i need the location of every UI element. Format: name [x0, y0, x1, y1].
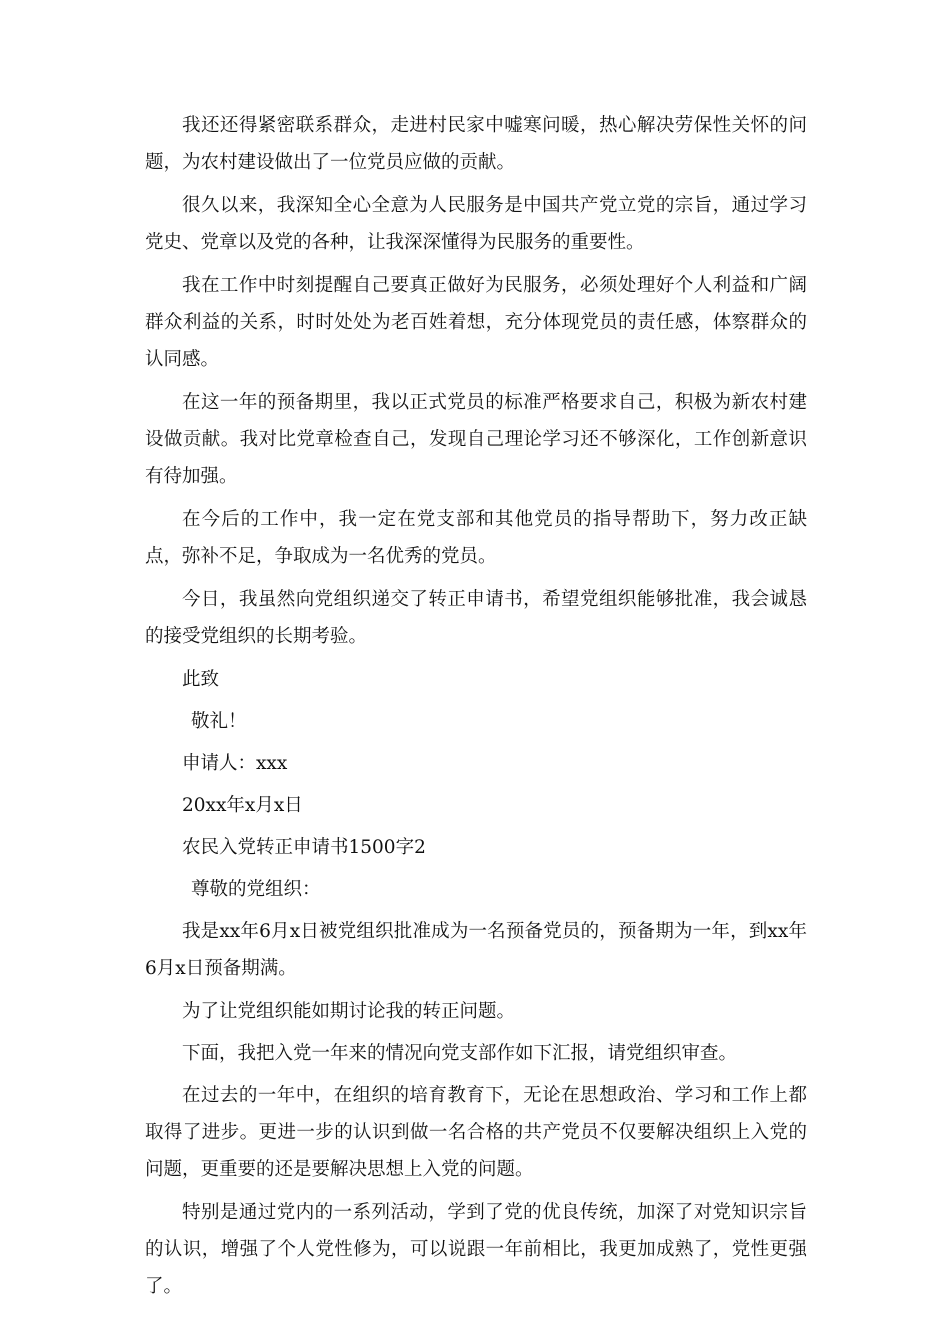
paragraph: 我在工作中时刻提醒自己要真正做好为民服务，必须处理好个人利益和广阔群众利益的关系，时时处处为老百姓着想，充分体现党员的责任感，体察群众的认同感。 [145, 275, 807, 370]
closing-jingli: 敬礼！ [191, 711, 247, 732]
paragraph: 特别是通过党内的一系列活动，学到了党的优良传统，加深了对党知识宗旨的认识，增强了个人党性修为，可以说跟一年前相比，我更加成熟了，党性更强了。 [145, 1202, 807, 1297]
second-salutation: 尊敬的党组织： [191, 879, 321, 900]
paragraph: 在这一年的预备期里，我以正式党员的标准严格要求自己，积极为新农村建设做贡献。我对比党章检查自己，发现自己理论学习还不够深化，工作创新意识有待加强。 [145, 392, 807, 487]
applicant-line: 申请人：xxx [182, 753, 288, 774]
paragraph: 很久以来，我深知全心全意为人民服务是中国共产党立党的宗旨，通过学习党史、党章以及党的各种，让我深深懂得为民服务的重要性。 [145, 195, 807, 253]
paragraph: 我还还得紧密联系群众，走进村民家中嘘寒问暖，热心解决劳保性关怀的问题，为农村建设做出了一位党员应做的贡献。 [145, 115, 807, 173]
paragraph: 为了让党组织能如期讨论我的转正问题。 [182, 1001, 516, 1022]
document-body [145, 107, 807, 1311]
paragraph: 我是xx年6月x日被党组织批准成为一名预备党员的，预备期为一年，到xx年6月x日预备期满。 [145, 921, 807, 979]
paragraph: 在今后的工作中，我一定在党支部和其他党员的指导帮助下，努力改正缺点，弥补不足，争取成为一名优秀的党员。 [145, 509, 807, 567]
second-document-title: 农民入党转正申请书1500字2 [182, 837, 426, 858]
paragraph: 今日，我虽然向党组织递交了转正申请书，希望党组织能够批准，我会诚恳的接受党组织的长期考验。 [145, 589, 807, 647]
closing-cizhi: 此致 [182, 669, 220, 690]
paragraph: 下面，我把入党一年来的情况向党支部作如下汇报，请党组织审查。 [182, 1043, 738, 1064]
paragraph: 在过去的一年中，在组织的培育教育下，无论在思想政治、学习和工作上都取得了进步。更进一步的认识到做一名合格的共产党员不仅要解决组织上入党的问题，更重要的还是要解决思想上入党的问题。 [145, 1085, 807, 1180]
date-line: 20xx年x月x日 [182, 795, 303, 816]
